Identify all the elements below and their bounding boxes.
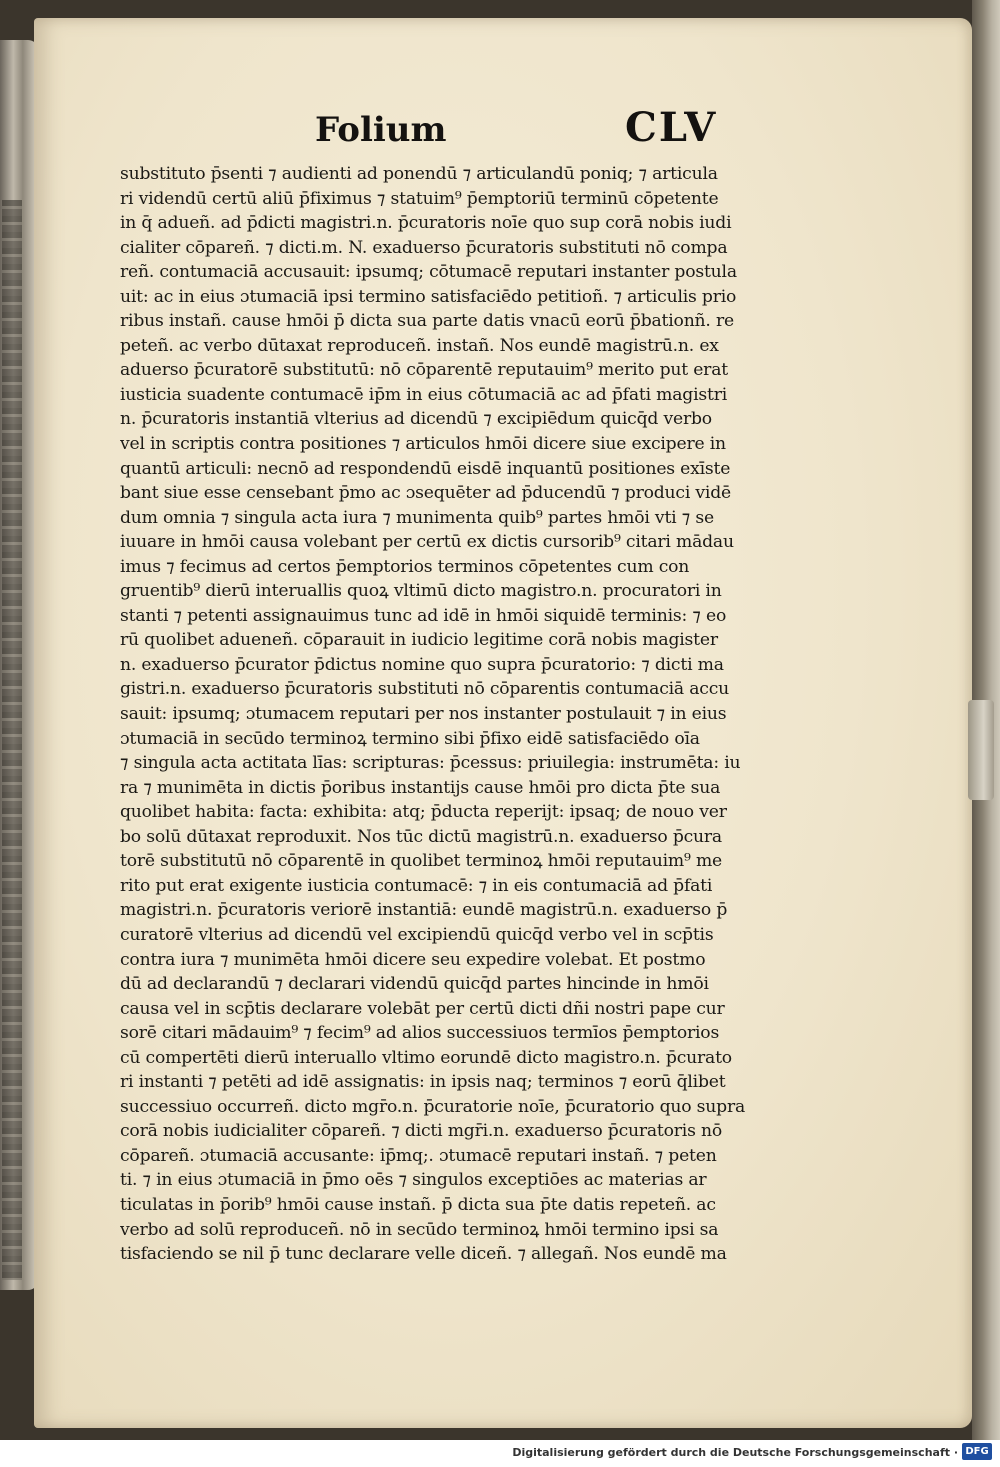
body-text-line: iusticia suadente contumacē ip̄m in eius cōtumaciā ac ad p̄fati magistri xyxy=(120,384,728,405)
body-text-line: contra iura ⁊ munimēta hmōi dicere seu expedire volebat. Et postmo xyxy=(120,949,706,970)
body-text-line: magistri.n. p̄curatoris veriorē instantiā: eundē magistrū.n. exaduerso p̄ xyxy=(120,900,728,921)
body-text-line: quolibet habita: facta: exhibita: atq; p̄ducta reperijt: ipsaq; de nouo ver xyxy=(120,802,727,823)
body-text-line: verbo ad solū reproduceñ. nō in secūdo terminoꝝ hmōi termino ipsi sa xyxy=(120,1219,719,1240)
body-text-line: gruentib⁹ dierū interuallis quoꝝ vltimū dicto magistro.n. procuratori in xyxy=(120,581,722,602)
body-text-line: gistri.n. exaduerso p̄curatoris substituti nō cōparentis contumaciā accu xyxy=(120,679,729,700)
body-text-line: torē substitutū nō cōparentē in quolibet terminoꝝ hmōi reputauim⁹ me xyxy=(120,851,723,872)
body-text-line: corā nobis iudicialiter cōpareñ. ⁊ dicti mgr̄i.n. exaduerso p̄curatoris nō xyxy=(120,1121,723,1142)
body-text-line: cōpareñ. ɔtumaciā accusante: ip̄mq;. ɔtumacē reputari instañ. ⁊ peten xyxy=(120,1145,717,1166)
body-text-line: cialiter cōpareñ. ⁊ dicti.m. N. exaduerso p̄curatoris substituti nō compa xyxy=(120,237,728,258)
body-text-line: curatorē vlterius ad dicendū vel excipiendū quicq̄d verbo vel in scp̄tis xyxy=(120,924,714,945)
body-text-line: rito put erat exigente iusticia contumacē: ⁊ in eis contumaciā ad p̄fati xyxy=(120,875,713,896)
body-text-line: ticulatas in p̄orib⁹ hmōi cause instañ. p̄ dicta sua p̄te datis repeteñ. ac xyxy=(120,1194,716,1215)
digitization-credit: Digitalisierung gefördert durch die Deutsche Forschungsgemeinschaft · xyxy=(512,1446,958,1459)
body-text-line: causa vel in scp̄tis declarare volebāt per certū dicti dñi nostri pape cur xyxy=(120,998,725,1019)
body-text-line: quantū articuli: necnō ad respondendū eisdē inquantū positiones exīste xyxy=(120,458,731,479)
body-text-line: ti. ⁊ in eius ɔtumaciā in p̄mo oēs ⁊ singulos exceptiōes ac materias ar xyxy=(120,1170,707,1191)
body-text-line: successiuo occurreñ. dicto mgr̄o.n. p̄curatorie noīe, p̄curatorio quo supra xyxy=(120,1096,746,1117)
body-text-line: substituto p̄senti ⁊ audienti ad ponendū ⁊ articulandū poniq; ⁊ articula xyxy=(120,164,718,184)
body-text-line: in q̄ adueñ. ad p̄dicti magistri.n. p̄curatoris noīe quo sup corā nobis iudi xyxy=(120,213,732,234)
body-text-line: cū compertēti dierū interuallo vltimo eorundē dicto magistro.n. p̄curato xyxy=(120,1047,732,1068)
body-text-line: tisfaciendo se nil p̄ tunc declarare velle diceñ. ⁊ allegañ. Nos eundē ma xyxy=(120,1244,727,1265)
adjacent-page-text-strip xyxy=(2,200,22,1280)
dfg-logo: DFG xyxy=(962,1443,992,1460)
body-text-line: n. p̄curatoris instantiā vlterius ad dicendū ⁊ excipiēdum quicq̄d verbo xyxy=(120,409,712,430)
body-text-line: imus ⁊ fecimus ad certos p̄emptorios terminos cōpetentes cum con xyxy=(120,556,690,577)
body-text-line: dum omnia ⁊ singula acta iura ⁊ munimenta quib⁹ partes hmōi vti ⁊ se xyxy=(120,507,714,528)
body-text-line: dū ad declarandū ⁊ declarari videndū quicq̄d partes hincinde in hmōi xyxy=(120,974,709,995)
body-text-line: ra ⁊ munimēta in dictis p̄oribus instantijs cause hmōi pro dicta p̄te sua xyxy=(120,777,721,798)
page-clip xyxy=(968,700,994,800)
body-text-line: uit: ac in eius ɔtumaciā ipsi termino satisfaciēdo petitioñ. ⁊ articulis prio xyxy=(120,286,737,307)
body-text-line: peteñ. ac verbo dūtaxat reproduceñ. instañ. Nos eundē magistrū.n. ex xyxy=(120,335,719,356)
body-text-line: iuuare in hmōi causa volebant per certū ex dictis cursorib⁹ citari mādau xyxy=(120,532,734,553)
body-text-line: bo solū dūtaxat reproduxit. Nos tūc dictū magistrū.n. exaduerso p̄cura xyxy=(120,826,722,847)
body-text-line: vel in scriptis contra positiones ⁊ articulos hmōi dicere siue excipere in xyxy=(120,434,726,455)
body-text-line: sorē citari mādauim⁹ ⁊ fecim⁹ ad alios successiuos termīos p̄emptorios xyxy=(120,1023,720,1044)
body-text-line: ɔtumaciā in secūdo terminoꝝ termino sibi p̄fixo eidē satisfaciēdo oīa xyxy=(120,728,700,749)
body-text-line: sauit: ipsumq; ɔtumacem reputari per nos instanter postulauit ⁊ in eius xyxy=(120,704,727,725)
body-text-line: rū quolibet adueneñ. cōparauit in iudicio legitime corā nobis magister xyxy=(120,630,718,651)
body-text-line: bant siue esse censebant p̄mo ac ɔsequēter ad p̄ducendū ⁊ produci vidē xyxy=(120,483,731,504)
body-text-line: reñ. contumaciā accusauit: ipsumq; cōtumacē reputari instanter postula xyxy=(120,262,737,283)
body-text-line: stanti ⁊ petenti assignauimus tunc ad idē in hmōi siquidē terminis: ⁊ eo xyxy=(120,605,727,626)
body-text-block xyxy=(120,162,800,1267)
body-text-line: ri videndū certū aliū p̄fiximus ⁊ statuim⁹ p̄emptoriū terminū cōpetente xyxy=(120,188,719,209)
folio-number: CLV xyxy=(625,104,718,151)
folium-label: Folium xyxy=(315,110,447,150)
body-text-line: ribus instañ. cause hmōi p̄ dicta sua parte datis vnacū eorū p̄bationñ. re xyxy=(120,311,734,332)
body-text-line: aduerso p̄curatorē substitutū: nō cōparentē reputauim⁹ merito put erat xyxy=(120,360,728,381)
body-text-line: n. exaduerso p̄curator p̄dictus nomine quo supra p̄curatorio: ⁊ dicti ma xyxy=(120,654,724,675)
body-text-line: ⁊ singula acta actitata līas: scripturas: p̄cessus: priuilegia: instrumēta: iu xyxy=(120,753,741,774)
body-text-line: ri instanti ⁊ petēti ad idē assignatis: in ipsis naq; terminos ⁊ eorū q̄libet xyxy=(120,1072,726,1093)
